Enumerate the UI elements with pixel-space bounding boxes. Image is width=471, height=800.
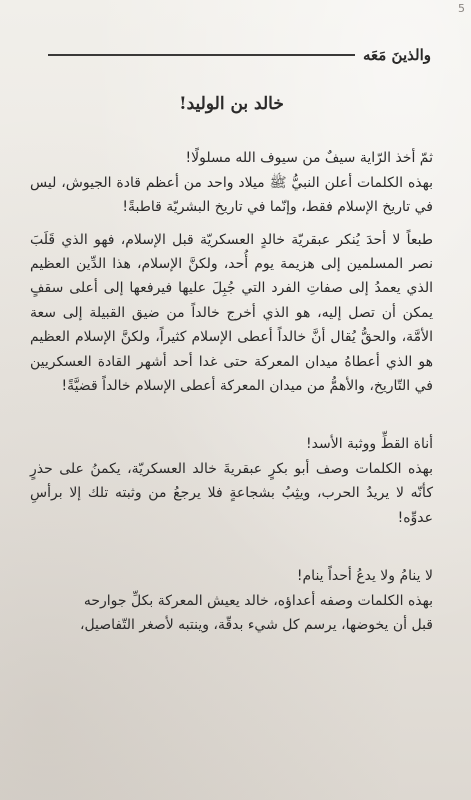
running-header-title: والذينَ مَعَه	[363, 46, 431, 64]
section-subhead: لا ينامُ ولا يدعُ أحداً ينام!	[296, 568, 433, 585]
running-header	[48, 46, 431, 64]
chapter-title: خالد بن الوليد!	[179, 94, 284, 114]
lead-quote: ثمّ أخذ الرّاية سيفٌ من سيوف الله مسلولًا!	[185, 150, 433, 167]
page-corner-number: 5	[458, 2, 465, 15]
paragraph: بهذه الكلمات أعلن النبيُّ ﷺ ميلاد واحد من أعظم قادة الجيوش، ليس في تاريخ الإسلام فقط، وإنّما في تاريخ البشريّة قاطبةً!	[30, 174, 433, 216]
section-subhead: أناة القطِّ ووثبة الأسد!	[306, 436, 433, 453]
paragraph-cut-line: قبل أن يخوضها، يرسم كل شيء بدقّة، وينتبه لأصغر التّفاصيل،	[79, 616, 433, 633]
paragraph: بهذه الكلمات وصفه أعداؤه، خالد يعيش المعركة بكلِّ جوارحه	[83, 592, 433, 609]
page-body	[30, 92, 433, 637]
paragraph: طبعاً لا أحدَ يُنكر عبقريّة خالدٍ العسكريّة قبل الإسلام، فهو الذي قَلَبَ نصر المسلمين إلى هزيمة يوم أُحد، ولكنَّ الإسلام، هذا الدِّين العظيم الذي يعمدُ إلى صفاتِ الفرد التي جُبِلَ عليها فيرفعها إلى أعلى سقفٍ يمكن أن تصل إليه، هو الذي أخرج خالداً من ضيق القبيلة إلى سعة الأمَّة، والحقُّ يُقال أنَّ خالداً أعطى الإسلام كثيراً، ولكنَّ الإسلام العظيم هو الذي أعطاهُ ميدان المعركة حتى غدا أحد أشهر القادة العسكريين في التّاريخ، والأهمُّ من ميدان المعركة أعطى الإسلام خالداً قضيَّةً!	[30, 231, 433, 395]
paragraph: بهذه الكلمات وصف أبو بكرٍ عبقريةَ خالد العسكريّة، يكمنُ على حذرٍ كأنّه لا يريدُ الحرب، ويثِبُ بشجاعةٍ فلا يرجعُ من وثبته تلك إلا برأسِ عدوِّه!	[30, 460, 433, 526]
header-rule	[48, 54, 355, 56]
